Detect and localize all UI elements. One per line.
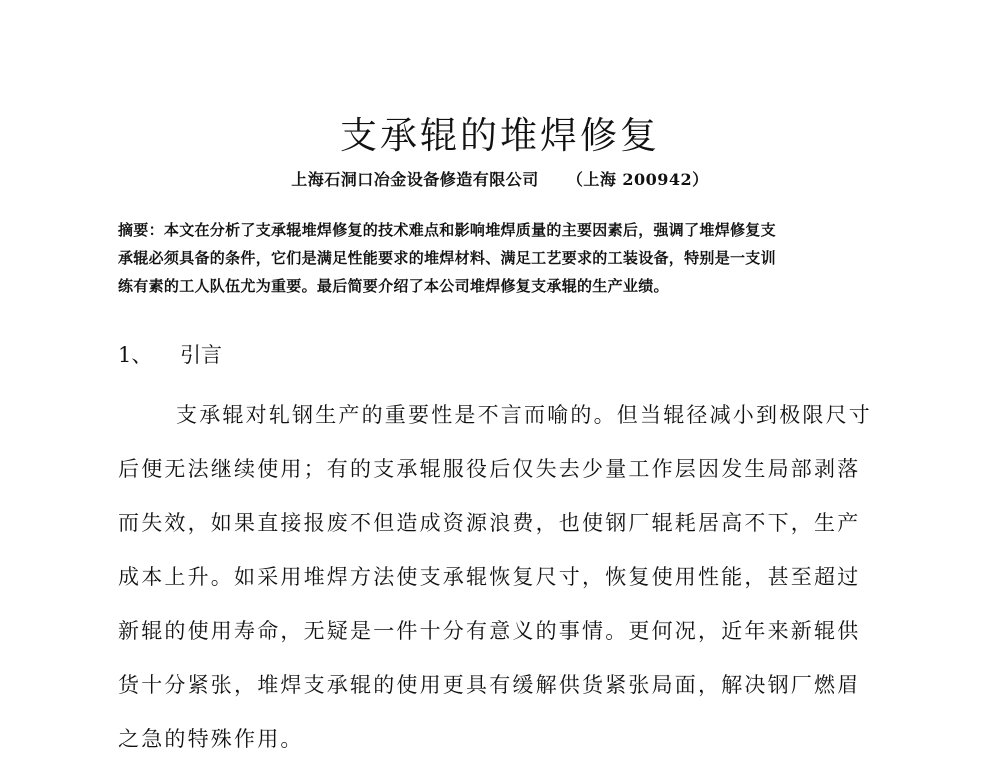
body-line: 后便无法继续使用；有的支承辊服役后仅失去少量工作层因发生局部剥落 (118, 457, 861, 481)
paper-title: 支承辊的堆焊修复 (340, 114, 660, 157)
abstract (118, 216, 884, 300)
body-line: 新辊的使用寿命，无疑是一件十分有意义的事情。更何况，近年来新辊供 (118, 619, 861, 643)
abstract-line: 练有素的工人队伍尤为重要。最后简要介绍了本公司堆焊修复支承辊的生产业绩。 (118, 277, 669, 295)
section-heading (118, 338, 222, 372)
body-paragraph (118, 388, 888, 766)
section-title: 引言 (180, 343, 222, 367)
body-line: 支承辊对轧钢生产的重要性是不言而喻的。但当辊径减小到极限尺寸 (176, 403, 872, 427)
body-line: 之急的特殊作用。 (118, 727, 304, 751)
affiliation-location: （上海 200942） (566, 170, 709, 189)
body-line: 而失效，如果直接报废不但造成资源浪费，也使钢厂辊耗居高不下，生产 (118, 511, 861, 535)
abstract-line: 摘要：本文在分析了支承辊堆焊修复的技术难点和影响堆焊质量的主要因素后，强调了堆焊修复支 (118, 221, 776, 239)
body-line: 成本上升。如采用堆焊方法使支承辊恢复尺寸，恢复使用性能，甚至超过 (118, 565, 861, 589)
section-number: 1、 (118, 343, 153, 367)
body-line: 货十分紧张，堆焊支承辊的使用更具有缓解供货紧张局面，解决钢厂燃眉 (118, 673, 861, 697)
affiliation-line (0, 168, 1000, 192)
affiliation-organization: 上海石洞口冶金设备修造有限公司 (291, 170, 539, 189)
abstract-line: 承辊必须具备的条件，它们是满足性能要求的堆焊材料、满足工艺要求的工装设备，特别是一支训 (118, 249, 776, 267)
